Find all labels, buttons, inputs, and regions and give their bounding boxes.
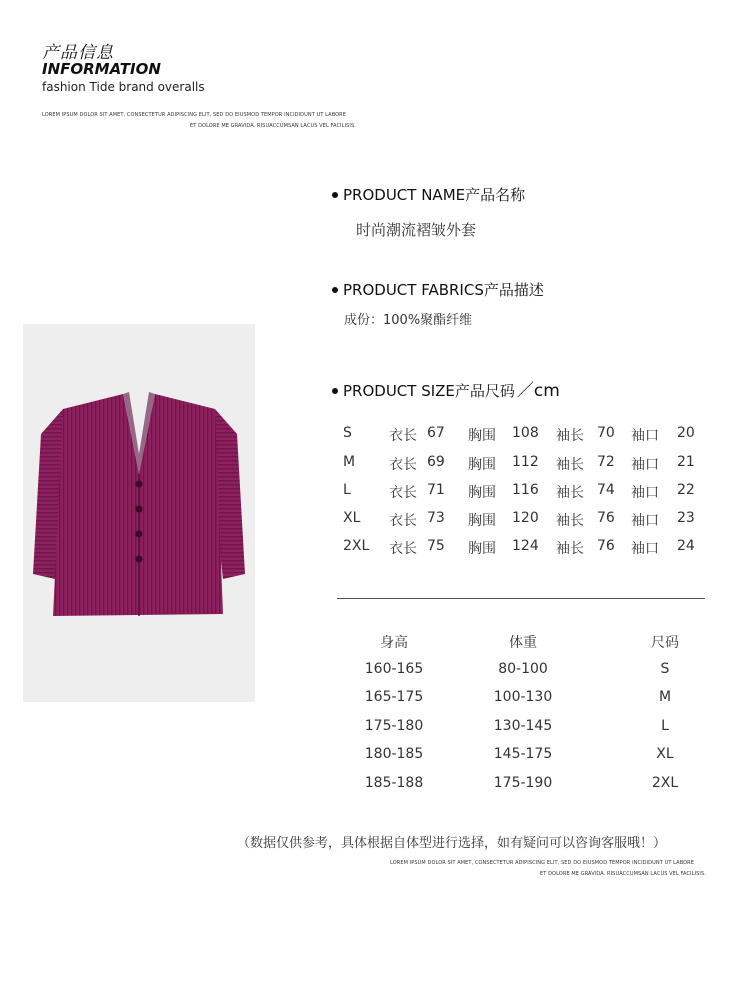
product-size-heading [332,376,560,401]
size-cell-cuff-label: 袖口 [631,541,659,557]
fit-table-cell: S [660,661,670,677]
fit-table-cell: 130-145 [493,718,553,734]
size-cell-cuff: 24 [677,538,695,554]
size-cell-size: S [343,425,352,441]
fit-table-cell: XL [656,746,674,762]
product-fabrics-title: PRODUCT FABRICS产品描述 [343,281,544,299]
size-cell-len: 67 [427,425,445,441]
size-cell-cuff-label: 袖口 [631,513,659,529]
fit-table-header: 尺码 [651,635,679,651]
bullet-dot-icon [332,287,338,293]
size-cell-sleeve: 70 [597,425,615,441]
fit-table-cell: 160-165 [364,661,424,677]
size-cell-sleeve: 72 [597,454,615,470]
size-cell-chest: 120 [512,510,539,526]
size-cell-sleeve-label: 袖长 [556,513,584,529]
size-cell-len: 71 [427,482,445,498]
size-cell-size: L [343,482,351,498]
size-cell-sleeve: 76 [597,510,615,526]
header-lorem-line-2: ET DOLORE ME GRAVIDA. RISUACCUMSAN LACUS VEL FACILISIS. [190,123,356,129]
size-cell-cuff-label: 袖口 [631,428,659,444]
size-cell-len-label: 衣长 [389,485,417,501]
bullet-dot-icon [332,192,338,198]
size-cell-size: 2XL [343,538,370,554]
size-cell-cuff: 21 [677,454,695,470]
size-cell-sleeve: 76 [597,538,615,554]
fit-table-cell: 185-188 [364,775,424,791]
size-cell-sleeve-label: 袖长 [556,485,584,501]
fit-table-header: 身高 [380,635,408,651]
size-cell-chest: 108 [512,425,539,441]
size-cell-sleeve-label: 袖长 [556,428,584,444]
size-cell-chest: 116 [512,482,539,498]
size-cell-chest-label: 胸围 [468,457,496,473]
product-size-title: PRODUCT SIZE产品尺码 [343,382,515,400]
size-cell-chest-label: 胸围 [468,513,496,529]
pleated-cardigan-image [23,324,255,702]
fit-table-cell: L [661,718,669,734]
fit-table-header: 体重 [509,635,537,651]
product-fabrics-heading [332,279,544,300]
fit-table-cell: 175-190 [493,775,553,791]
size-cell-cuff: 20 [677,425,695,441]
product-name-title: PRODUCT NAME产品名称 [343,186,526,204]
fit-table-cell: 145-175 [493,746,553,762]
size-cell-size: XL [343,510,361,526]
header-title-en: INFORMATION [42,60,161,78]
product-name-value: 时尚潮流褶皱外套 [356,221,477,239]
size-cell-chest-label: 胸围 [468,485,496,501]
size-cell-cuff-label: 袖口 [631,457,659,473]
header-subtitle: fashion Tide brand overalls [42,80,205,94]
size-cell-sleeve-label: 袖长 [556,541,584,557]
fit-table-cell: 175-180 [364,718,424,734]
size-cell-sleeve-label: 袖长 [556,457,584,473]
fit-table-cell: M [658,689,672,705]
footer-note: （数据仅供参考，具体根据自体型进行选择，如有疑问可以咨询客服哦！） [237,836,667,851]
footer-lorem-line-2: ET DOLORE ME GRAVIDA. RISUACCUMSAN LACUS VEL FACILISIS. [540,871,706,877]
size-cell-len: 75 [427,538,445,554]
fit-table-cell: 2XL [651,775,679,791]
fit-table-cell: 180-185 [364,746,424,762]
footer-lorem-line-1: LOREM IPSUM DOLOR SIT AMET, CONSECTETUR ADIPISCING ELIT, SED DO EIUSMOD TEMPOR INCIDIDUNT UT LABORE [390,860,695,866]
size-cell-chest-label: 胸围 [468,428,496,444]
size-cell-cuff: 22 [677,482,695,498]
size-cell-cuff-label: 袖口 [631,485,659,501]
size-cell-chest-label: 胸围 [468,541,496,557]
header-lorem-line-1: LOREM IPSUM DOLOR SIT AMET, CONSECTETUR ADIPISCING ELIT, SED DO EIUSMOD TEMPOR INCIDIDUNT UT LABORE [42,112,347,118]
header-title-cn: 产品信息 [42,43,114,63]
size-cell-chest: 112 [512,454,539,470]
fit-table-cell: 100-130 [493,689,553,705]
size-cell-size: M [343,454,356,470]
size-cell-chest: 124 [512,538,539,554]
size-cell-len-label: 衣长 [389,513,417,529]
size-cell-len-label: 衣长 [389,428,417,444]
bullet-dot-icon [332,388,338,394]
fit-table-cell: 80-100 [498,661,548,677]
size-cell-len-label: 衣长 [389,457,417,473]
size-cell-sleeve: 74 [597,482,615,498]
fit-table-cell: 165-175 [364,689,424,705]
size-cell-len: 73 [427,510,445,526]
product-name-heading [332,184,525,205]
size-cell-len-label: 衣长 [389,541,417,557]
section-divider [337,598,705,599]
size-cell-len: 69 [427,454,445,470]
size-cell-cuff: 23 [677,510,695,526]
product-photo [23,324,255,702]
product-size-unit: ／cm [516,381,560,401]
product-fabrics-value: 成份：100%聚酯纤维 [344,313,473,328]
